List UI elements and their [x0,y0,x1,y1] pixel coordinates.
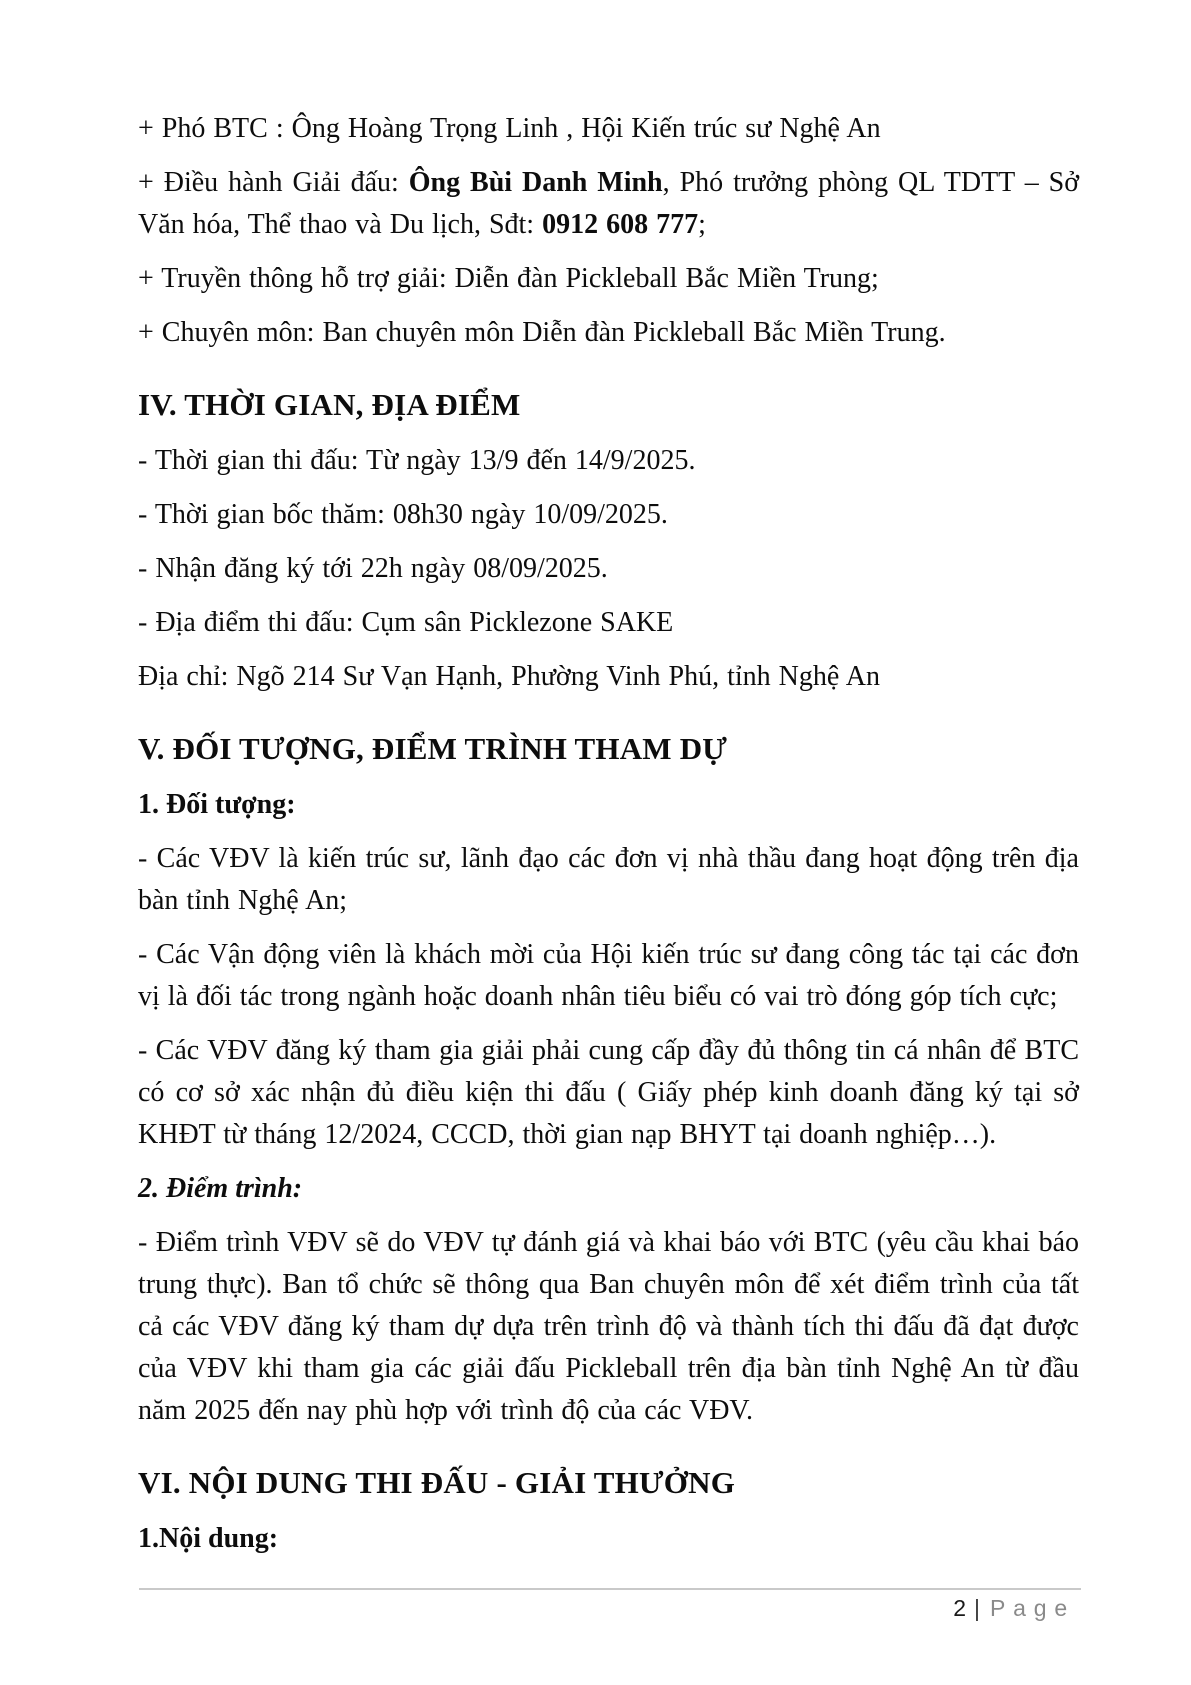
section-vi-heading: VI. NỘI DUNG THI ĐẤU - GIẢI THƯỞNG [138,1465,736,1500]
para-dieu-hanh [138,162,1079,246]
page-footer [139,1594,1075,1622]
section-v-heading: V. ĐỐI TƯỢNG, ĐIỂM TRÌNH THAM DỰ [138,731,728,766]
phone-number-bold: 0912 608 777 [542,209,699,240]
para-diem-trinh: - Điểm trình VĐV sẽ do VĐV tự đánh giá và khai báo với BTC (yêu cầu khai báo trung thực). Ban tổ chức sẽ thông qua Ban chuyên môn để xét điểm trình của tất cả các VĐV đăng ký tham dự dựa trên trình độ và thành tích thi đấu đã đạt được của VĐV khi tham gia các giải đấu Pickleball trên địa bàn tỉnh Nghệ An từ đầu năm 2025 đến nay phù hợp với trình độ của các VĐV. [138,1227,1079,1426]
list-item-thoi-gian-boc-tham: - Thời gian bốc thăm: 08h30 ngày 10/09/2025. [138,499,668,530]
text-run: , Phó trưởng phòng QL TDTT – Sở Văn hóa, Thể thao và Du lịch, Sđt: [138,167,1080,240]
para-pho-btc: + Phó BTC : Ông Hoàng Trọng Linh , Hội Kiến trúc sư Nghệ An [138,113,881,144]
person-name-bold: Ông Bùi Danh Minh [408,167,663,198]
para-truyen-thong: + Truyền thông hỗ trợ giải: Diễn đàn Pickleball Bắc Miền Trung; [138,263,879,294]
para-doi-tuong-2: - Các Vận động viên là khách mời của Hội kiến trúc sư đang công tác tại các đơn vị là đối tác trong ngành hoặc doanh nhân tiêu biểu có vai trò đóng góp tích cực; [138,939,1079,1012]
page-number-value: 2 [953,1595,967,1621]
para-doi-tuong-1: - Các VĐV là kiến trúc sư, lãnh đạo các đơn vị nhà thầu đang hoạt động trên địa bàn tỉnh Nghệ An; [138,843,1079,916]
para-dia-chi: Địa chỉ: Ngõ 214 Sư Vạn Hạnh, Phường Vinh Phú, tỉnh Nghệ An [138,661,880,692]
para-doi-tuong-3: - Các VĐV đăng ký tham gia giải phải cung cấp đầy đủ thông tin cá nhân để BTC có cơ sở xác nhận đủ điều kiện thi đấu ( Giấy phép kinh doanh đăng ký tại sở KHĐT từ tháng 12/2024, CCCD, thời gian nạp BHYT tại doanh nghiệp…). [138,1035,1079,1150]
section-iv-heading: IV. THỜI GIAN, ĐỊA ĐIỂM [138,387,521,422]
list-item-thoi-gian-thi-dau: - Thời gian thi đấu: Từ ngày 13/9 đến 14/9/2025. [138,445,696,476]
subheading-diem-trinh: 2. Điểm trình: [138,1173,303,1204]
subheading-noi-dung: 1.Nội dung: [138,1523,279,1554]
text-run: ; [698,209,706,240]
page-number-label: Page [990,1595,1075,1621]
para-chuyen-mon: + Chuyên môn: Ban chuyên môn Diễn đàn Pickleball Bắc Miền Trung. [138,317,946,348]
subheading-doi-tuong: 1. Đối tượng: [138,789,296,820]
page-number-separator: | [974,1595,980,1621]
document-content [138,108,1079,1572]
list-item-nhan-dang-ky: - Nhận đăng ký tới 22h ngày 08/09/2025. [138,553,608,584]
text-run: + Điều hành Giải đấu: [138,167,409,198]
footer-divider [139,1588,1081,1590]
list-item-dia-diem: - Địa điểm thi đấu: Cụm sân Picklezone SAKE [138,607,674,638]
